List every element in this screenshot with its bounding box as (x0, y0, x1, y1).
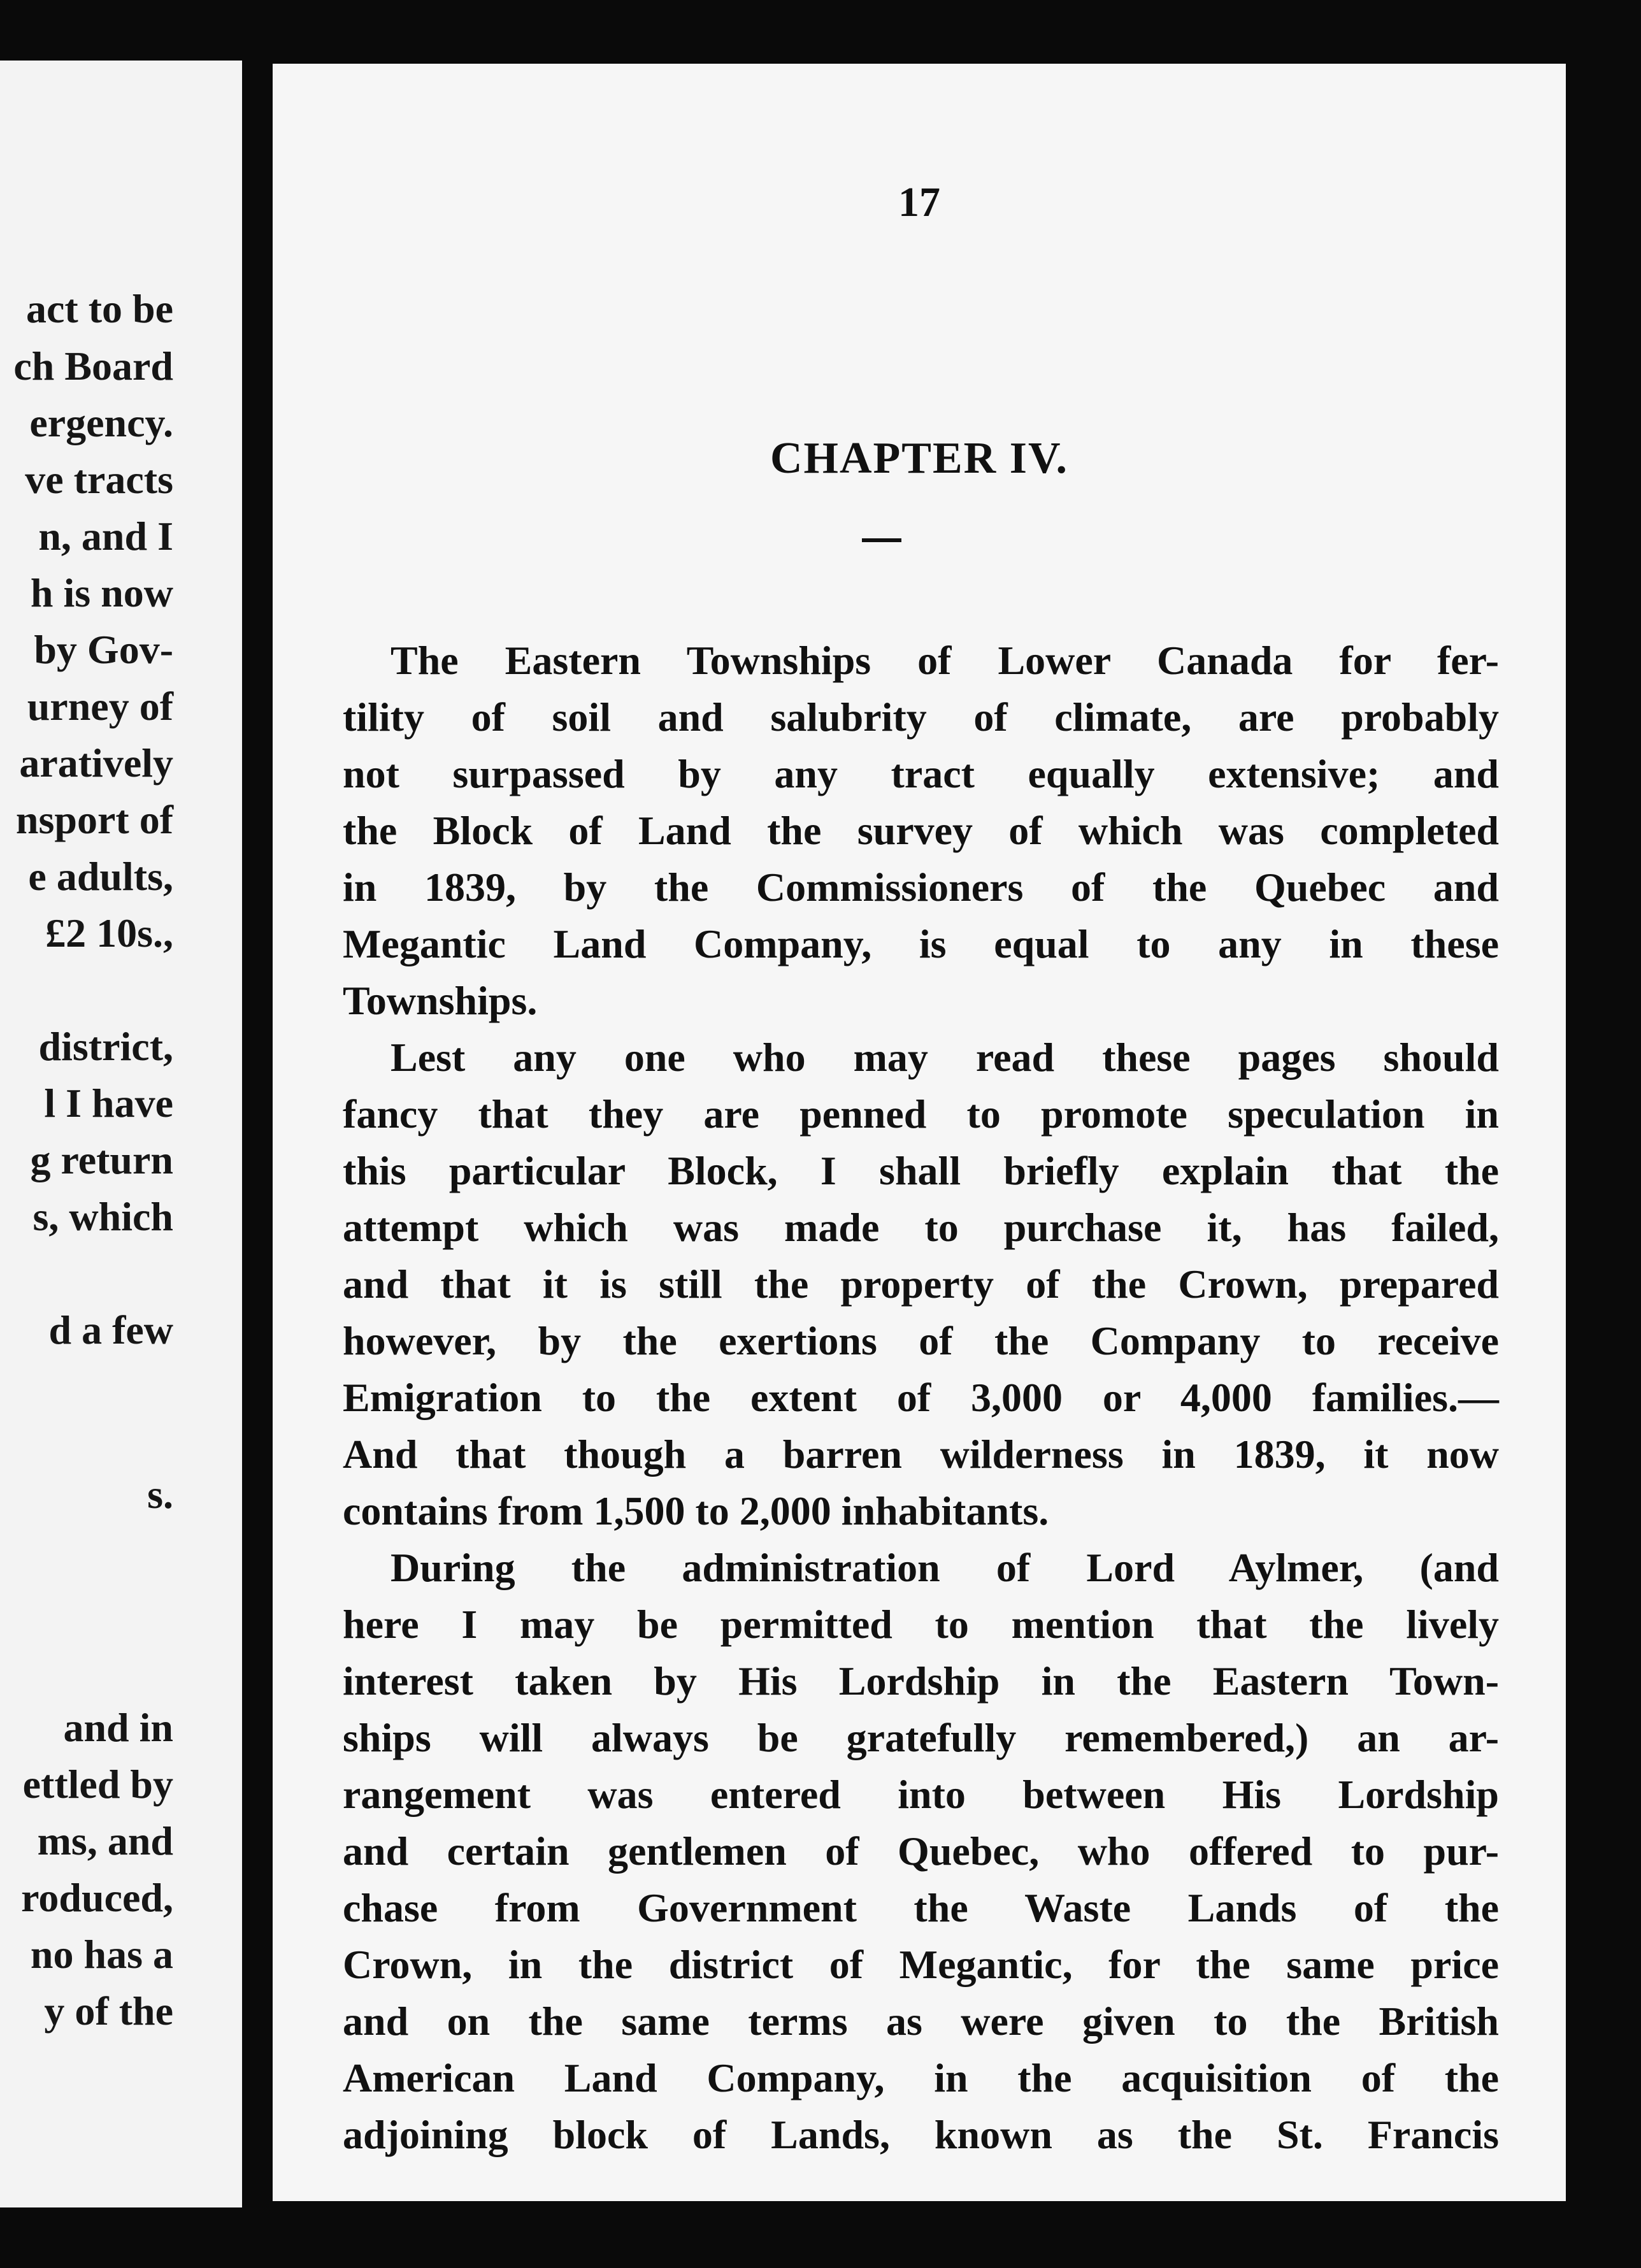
previous-page-fragment (0, 61, 242, 2207)
text-line: Lest any one who may read these pages should (391, 1035, 1499, 1080)
text-line: The Eastern Townships of Lower Canada for fer- (391, 638, 1499, 683)
text-line: And that though a barren wilderness in 1839, it now (343, 1432, 1499, 1477)
left-page-line: ergency. (29, 400, 173, 445)
text-line: this particular Block, I shall briefly explain that the (343, 1148, 1499, 1193)
text-line: tility of soil and salubrity of climate, are probably (343, 694, 1499, 740)
text-line: attempt which was made to purchase it, has failed, (343, 1205, 1499, 1250)
book-page (273, 64, 1566, 2201)
text-line: ships will always be gratefully remembered,) an ar- (343, 1715, 1499, 1760)
chapter-title: CHAPTER IV. (770, 434, 1068, 483)
left-page-line: ve tracts (25, 457, 173, 502)
text-line: adjoining block of Lands, known as the St. Francis (343, 2112, 1499, 2157)
left-page-line: by Gov- (34, 627, 173, 672)
text-line: contains from 1,500 to 2,000 inhabitants. (343, 1488, 1049, 1533)
left-page-line: nsport of (15, 797, 173, 842)
left-page-line: £2 10s., (45, 910, 173, 956)
left-page-line: e adults, (28, 854, 173, 899)
left-page-line: s. (147, 1472, 173, 1517)
text-line: however, by the exertions of the Company to receive (343, 1318, 1499, 1363)
text-line: in 1839, by the Commissioners of the Quebec and (343, 865, 1499, 910)
left-page-line: aratively (19, 740, 173, 786)
text-line: Crown, in the district of Megantic, for the same price (343, 1942, 1499, 1987)
left-page-line: l I have (44, 1080, 173, 1126)
left-page-line: and in (63, 1705, 173, 1750)
text-line: the Block of Land the survey of which was completed (343, 808, 1499, 853)
text-line: and that it is still the property of the Crown, prepared (343, 1261, 1499, 1307)
left-page-line: district, (38, 1024, 173, 1069)
text-line: rangement was entered into between His Lordship (343, 1772, 1499, 1817)
left-page-line: act to be (25, 286, 173, 331)
left-page-line: ch Board (13, 343, 173, 389)
text-line: American Land Company, in the acquisition of the (343, 2055, 1499, 2100)
text-line: here I may be permitted to mention that the lively (343, 1602, 1499, 1647)
left-page-line: ms, and (37, 1818, 173, 1863)
left-page-line: n, and I (38, 513, 173, 559)
text-line: During the administration of Lord Aylmer, (and (391, 1545, 1499, 1590)
text-line: interest taken by His Lordship in the Eastern Town- (343, 1658, 1499, 1704)
left-page-line: s, which (32, 1194, 173, 1239)
left-page-line: h is now (30, 570, 173, 615)
chapter-divider (862, 538, 901, 542)
left-page-line: urney of (27, 684, 173, 729)
text-line: and certain gentlemen of Quebec, who offered to pur- (343, 1828, 1499, 1874)
left-page-line: no has a (30, 1932, 173, 1977)
text-line: chase from Government the Waste Lands of the (343, 1885, 1499, 1930)
left-page-line: g return (30, 1137, 173, 1182)
text-line: Megantic Land Company, is equal to any in these (343, 921, 1499, 966)
left-page-line: ettled by (22, 1762, 173, 1807)
text-line: Emigration to the extent of 3,000 or 4,000 families.— (343, 1375, 1499, 1420)
text-line: fancy that they are penned to promote speculation in (343, 1091, 1499, 1137)
left-page-line: roduced, (21, 1875, 173, 1920)
left-page-line: d a few (48, 1307, 173, 1353)
text-line: not surpassed by any tract equally extensive; and (343, 751, 1499, 796)
text-line: and on the same terms as were given to the British (343, 1999, 1499, 2044)
text-line: Townships. (343, 978, 538, 1023)
page-number: 17 (898, 179, 940, 226)
left-page-line: y of the (44, 1988, 173, 2034)
